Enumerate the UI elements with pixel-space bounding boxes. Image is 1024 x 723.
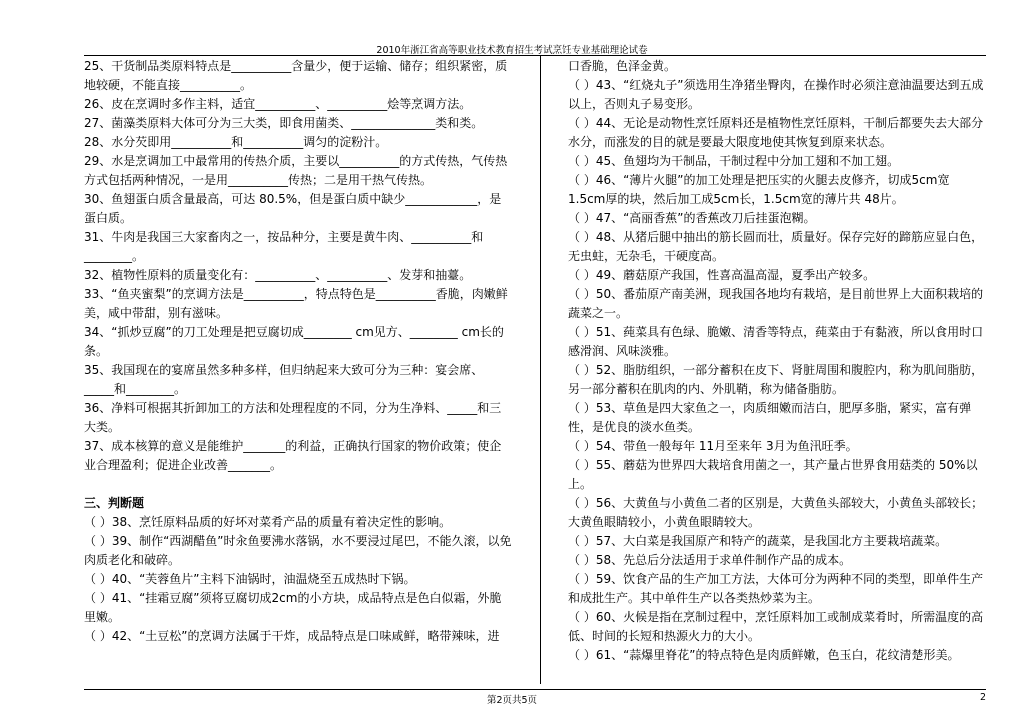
question-61: （ ）61、“蒜爆里脊花”的特点特色是肉质鲜嫩，色玉白，花纹清楚形美。 <box>568 648 960 662</box>
question-32: 32、植物性原料的质量变化有：__________、__________、发芽和抽薹。 <box>84 268 472 282</box>
question-58: （ ）58、先总后分法适用于求单件制作产品的成本。 <box>568 553 852 567</box>
question-38: （ ）38、烹饪原料品质的好坏对菜肴产品的质量有着决定性的影响。 <box>84 515 452 529</box>
question-55: （ ）55、蘑菇为世界四大栽培食用菌之一，其产量占世界食用菇类的 50%以上。 <box>568 458 978 491</box>
question-39: （ ）39、制作“西湖醋鱼”时汆鱼要沸水落锅，水不要浸过尾巴，不能久滚，以免肉质老化和破碎。 <box>84 534 512 567</box>
question-35: 35、我国现在的宴席虽然多种多样，但归纳起来大致可分为三种：宴会席、_____和________。 <box>84 363 484 396</box>
question-31: 31、牛肉是我国三大家畜肉之一，按品种分，主要是黄牛肉、__________和________。 <box>84 230 484 263</box>
question-60: （ ）60、火候是指在烹制过程中，烹饪原料加工或制成菜肴时，所需温度的高低、时间的长短和热源火力的大小。 <box>568 610 984 643</box>
question-46: （ ）46、“薄片火腿”的加工处理是把压实的火腿去皮修齐，切成5cm宽1.5cm厚的块，然后加工成5cm长，1.5cm宽的薄片共 48片。 <box>568 173 950 206</box>
question-45: （ ）45、鱼翅均为干制品，干制过程中分加工翅和不加工翅。 <box>568 154 900 168</box>
question-52: （ ）52、脂肪组织，一部分蓄积在皮下、肾脏周围和腹腔内，称为肌间脂肪，另一部分蓄积在肌肉的内、外肌鞘，称为储备脂肪。 <box>568 363 984 396</box>
question-26: 26、皮在烹调时多作主料，适宜__________、__________烩等烹调方法。 <box>84 97 472 111</box>
header-rule <box>84 55 986 56</box>
question-33: 33、“鱼夹蜜梨”的烹调方法是__________，特点特色是__________香脆，肉嫩鲜美，咸中带甜，别有滋味。 <box>84 287 508 320</box>
question-37: 37、成本核算的意义是能维护_______的利益，正确执行国家的物价政策；使企业合理盈利；促进企业改善_______。 <box>84 439 502 472</box>
exam-header: 2010年浙江省高等职业技术教育招生考试烹饪专业基础理论试卷 <box>376 45 648 56</box>
question-51: （ ）51、莼菜具有色绿、脆嫩、清香等特点，莼菜由于有黏液，所以食用时口感滑润、风味淡雅。 <box>568 325 984 358</box>
question-44: （ ）44、无论是动物性烹饪原料还是植物性烹饪原料，干制后都要失去大部分水分，而涨发的目的就是要最大限度地使其恢复到原来状态。 <box>568 116 984 149</box>
question-50: （ ）50、番茄原产南美洲，现我国各地均有栽培，是目前世界上大面积栽培的蔬菜之一。 <box>568 287 984 320</box>
question-36: 36、净料可根据其折卸加工的方法和处理程度的不同，分为生净料、_____和三大类。 <box>84 401 502 434</box>
page-label: 第2页共5页 <box>486 695 538 706</box>
question-42-continued: 口香脆，色泽金黄。 <box>568 59 677 73</box>
section-title-judgement: 三、判断题 <box>84 496 145 510</box>
left-column <box>84 57 512 646</box>
question-54: （ ）54、带鱼一般每年 11月至来年 3月为鱼汛旺季。 <box>568 439 858 453</box>
question-49: （ ）49、蘑菇原产我国，性喜高温高湿，夏季出产较多。 <box>568 268 876 282</box>
question-29: 29、水是烹调加工中最常用的传热介质，主要以__________的方式传热，气传热方式包括两种情况，一是用__________传热；二是用干热气传热。 <box>84 154 508 187</box>
question-53: （ ）53、草鱼是四大家鱼之一，肉质细嫩而洁白，肥厚多脂，紧实，富有弹性，是优良的淡水鱼类。 <box>568 401 972 434</box>
question-57: （ ）57、大白菜是我国原产和特产的蔬菜，是我国北方主要栽培蔬菜。 <box>568 534 948 548</box>
question-40: （ ）40、“芙蓉鱼片”主料下油锅时，油温烧至五成热时下锅。 <box>84 572 416 586</box>
question-28: 28、水分芡即用__________和__________调匀的淀粉汁。 <box>84 135 388 149</box>
column-divider <box>540 56 541 684</box>
question-48: （ ）48、从猪后腿中抽出的筋长圆而壮，质量好。保存完好的蹄筋应显白色，无虫蛀，无杂毛，干硬度高。 <box>568 230 984 263</box>
question-43: （ ）43、“红烧丸子”须选用生净猪坐臀肉，在操作时必须注意油温要达到五成以上，否则丸子易变形。 <box>568 78 984 111</box>
footer-rule <box>84 689 986 690</box>
question-47: （ ）47、“高丽香蕉”的香蕉改刀后挂蛋泡糊。 <box>568 211 816 225</box>
question-59: （ ）59、饮食产品的生产加工方法，大体可分为两种不同的类型，即单件生产和成批生产。其中单件生产以各类热炒菜为主。 <box>568 572 984 605</box>
question-34: 34、“抓炒豆腐”的刀工处理是把豆腐切成________ cm见方、________ cm长的条。 <box>84 325 504 358</box>
question-56: （ ）56、大黄鱼与小黄鱼二者的区别是，大黄鱼头部较大，小黄鱼头部较长；大黄鱼眼睛较小，小黄鱼眼睛较大。 <box>568 496 984 529</box>
question-41: （ ）41、“挂霜豆腐”须将豆腐切成2cm的小方块，成品特点是色白似霜，外脆里嫩。 <box>84 591 502 624</box>
question-25: 25、干货制品类原料特点是__________含量少，便于运输、储存；组织紧密，质地较硬，不能直接__________。 <box>84 59 508 92</box>
page-number: 2 <box>979 692 986 703</box>
right-column <box>568 57 986 665</box>
question-30: 30、鱼翅蛋白质含量最高，可达 80.5%，但是蛋白质中缺少____________，是蛋白质。 <box>84 192 502 225</box>
question-42: （ ）42、“土豆松”的烹调方法属于干炸，成品特点是口味咸鲜，略带辣味，进 <box>84 629 500 643</box>
question-27: 27、菌藻类原料大体可分为三大类，即食用菌类、______________类和类。 <box>84 116 484 130</box>
